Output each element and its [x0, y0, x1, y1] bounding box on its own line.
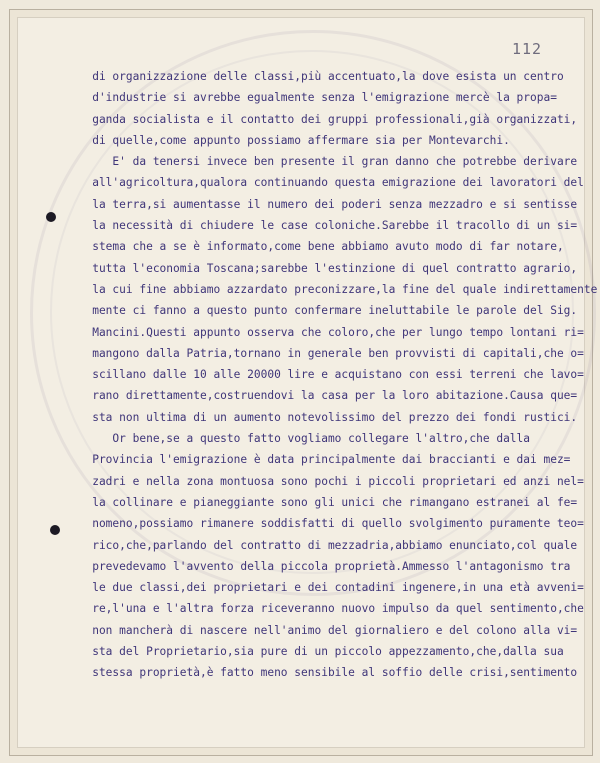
text-line: Provincia l'emigrazione è data principalmente dai braccianti e dai mez=: [72, 453, 571, 467]
text-line: d'industrie si avrebbe egualmente senza l'emigrazione mercè la propa=: [72, 91, 557, 105]
text-line: all'agricoltura,qualora continuando questa emigrazione dei lavoratori del: [72, 176, 584, 190]
text-line: Or bene,se a questo fatto vogliamo collegare l'altro,che dalla: [72, 432, 531, 446]
text-line: mangono dalla Patria,tornano in generale ben provvisti di capitali,che o=: [72, 346, 584, 360]
text-line: E' da tenersi invece ben presente il gran danno che potrebbe derivare: [72, 155, 578, 169]
text-line: sta del Proprietario,sia pure di un piccolo appezzamento,che,dalla sua: [72, 645, 564, 659]
text-line: ganda socialista e il contatto dei gruppi professionali,già organizzati,: [72, 112, 578, 126]
text-line: prevedevamo l'avvento della piccola proprietà.Ammesso l'antagonismo tra: [72, 559, 571, 573]
text-line: nomeno,possiamo rimanere soddisfatti di quello svolgimento puramente teo=: [72, 517, 584, 531]
punch-hole: [46, 212, 56, 222]
text-line: di quelle,come appunto possiamo affermare sia per Montevarchi.: [72, 133, 510, 147]
page-number: 112: [512, 40, 543, 58]
text-line: la necessità di chiudere le case coloniche.Sarebbe il tracollo di un si=: [72, 219, 578, 233]
text-line: le due classi,dei proprietari e dei contadini ingenere,in una età avveni=: [72, 581, 584, 595]
text-line: re,l'una e l'altra forza riceveranno nuovo impulso da quel sentimento,che: [72, 602, 584, 616]
text-line: la collinare e pianeggiante sono gli unici che rimangano estranei al fe=: [72, 495, 578, 509]
typed-text-body: [72, 66, 598, 684]
text-line: stema che a se è informato,come bene abbiamo avuto modo di far notare,: [72, 240, 564, 254]
text-line: rano direttamente,costruendovi la casa per la loro abitazione.Causa que=: [72, 389, 578, 403]
text-line: rico,che,parlando del contratto di mezzadria,abbiamo enunciato,col quale: [72, 538, 578, 552]
punch-hole: [50, 525, 60, 535]
text-line: non mancherà di nascere nell'animo del giornaliero e del colono alla vi=: [72, 623, 578, 637]
text-line: scillano dalle 10 alle 20000 lire e acquistano con essi terreni che lavo=: [72, 368, 584, 382]
text-line: la cui fine abbiamo azzardato preconizzare,la fine del quale indirettamente: [72, 282, 598, 296]
text-line: di organizzazione delle classi,più accentuato,la dove esista un centro: [72, 70, 564, 83]
text-line: zadri e nella zona montuosa sono pochi i piccoli proprietari ed anzi nel=: [72, 474, 584, 488]
text-line: la terra,si aumentasse il numero dei poderi senza mezzadro e si sentisse: [72, 197, 578, 211]
text-line: Mancini.Questi appunto osserva che coloro,che per lungo tempo lontani ri=: [72, 325, 584, 339]
text-line: tutta l'economia Toscana;sarebbe l'estinzione di quel contratto agrario,: [72, 261, 578, 275]
text-line: mente ci fanno a questo punto confermare ineluttabile le parole del Sig.: [72, 304, 578, 318]
text-line: stessa proprietà,è fatto meno sensibile al soffio delle crisi,sentimento: [72, 666, 578, 680]
text-line: sta non ultima di un aumento notevolissimo del prezzo dei fondi rustici.: [72, 410, 578, 424]
